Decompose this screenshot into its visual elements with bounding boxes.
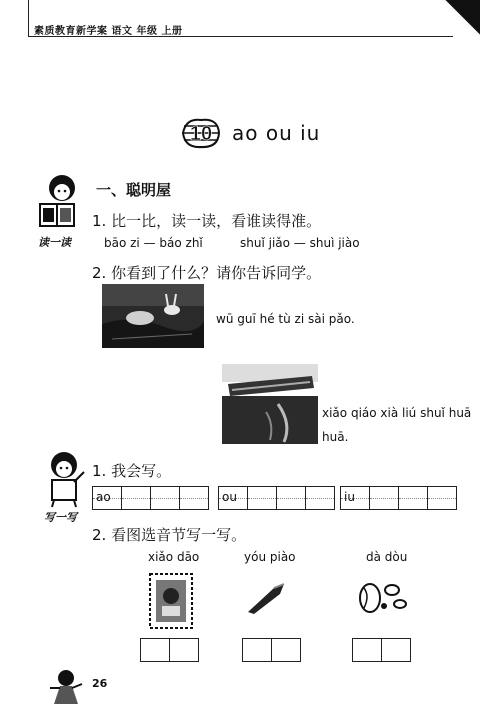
- read-caption: 读一读: [38, 236, 71, 249]
- section1-title: 一、聪明屋: [96, 181, 172, 199]
- picture2-text-line1: xiǎo qiáo xià liú shuǐ huā: [322, 406, 472, 420]
- writing-boy-icon: [40, 450, 88, 508]
- picture2-text-line2: huā.: [322, 430, 349, 444]
- reading-boy-icon: [34, 172, 86, 230]
- beans-picture: [356, 574, 412, 616]
- answer-box-3[interactable]: [352, 638, 411, 662]
- writing-grid-iu[interactable]: [340, 486, 457, 510]
- page-corner: [440, 0, 480, 36]
- option-you-piao: yóu piào: [244, 550, 296, 564]
- section2-q1: 1. 我会写。: [92, 462, 172, 480]
- q1-pair-1: bāo zi — báo zhǐ: [104, 236, 203, 250]
- section2-q2: 2. 看图选音节写一写。: [92, 526, 247, 544]
- stamp-picture: [148, 572, 194, 630]
- write-caption: 写一写: [44, 511, 77, 524]
- tortoise-rabbit-picture: [102, 284, 204, 348]
- answer-box-2[interactable]: [242, 638, 301, 662]
- lesson-number-badge: [180, 116, 222, 150]
- grid-label-ou: ou: [222, 490, 237, 504]
- header-title: 素质教育新学案 语文 年级 上册: [34, 26, 183, 37]
- picture1-text: wū guī hé tù zi sài pǎo.: [216, 312, 355, 326]
- lesson-title: ao ou iu: [232, 121, 321, 145]
- header-left-border: [28, 0, 29, 37]
- page-number: 26: [92, 677, 108, 690]
- writing-grid-ao[interactable]: [92, 486, 209, 510]
- option-da-dou: dà dòu: [366, 550, 408, 564]
- section1-q1: 1. 比一比，读一读，看谁读得准。: [92, 212, 322, 230]
- writing-grid-ou[interactable]: [218, 486, 335, 510]
- answer-box-1[interactable]: [140, 638, 199, 662]
- footer-character-icon: [46, 666, 86, 706]
- header-rule: [28, 36, 453, 37]
- grid-label-iu: iu: [344, 490, 355, 504]
- grid-label-ao: ao: [96, 490, 111, 504]
- section1-q2: 2. 你看到了什么？请你告诉同学。: [92, 264, 322, 282]
- lesson-number: 10: [189, 123, 213, 145]
- q1-pair-2: shuǐ jiǎo — shuì jiào: [240, 236, 360, 250]
- knife-picture: [244, 580, 288, 616]
- bridge-picture: [222, 364, 318, 444]
- option-xiao-dao: xiǎo dāo: [148, 550, 200, 564]
